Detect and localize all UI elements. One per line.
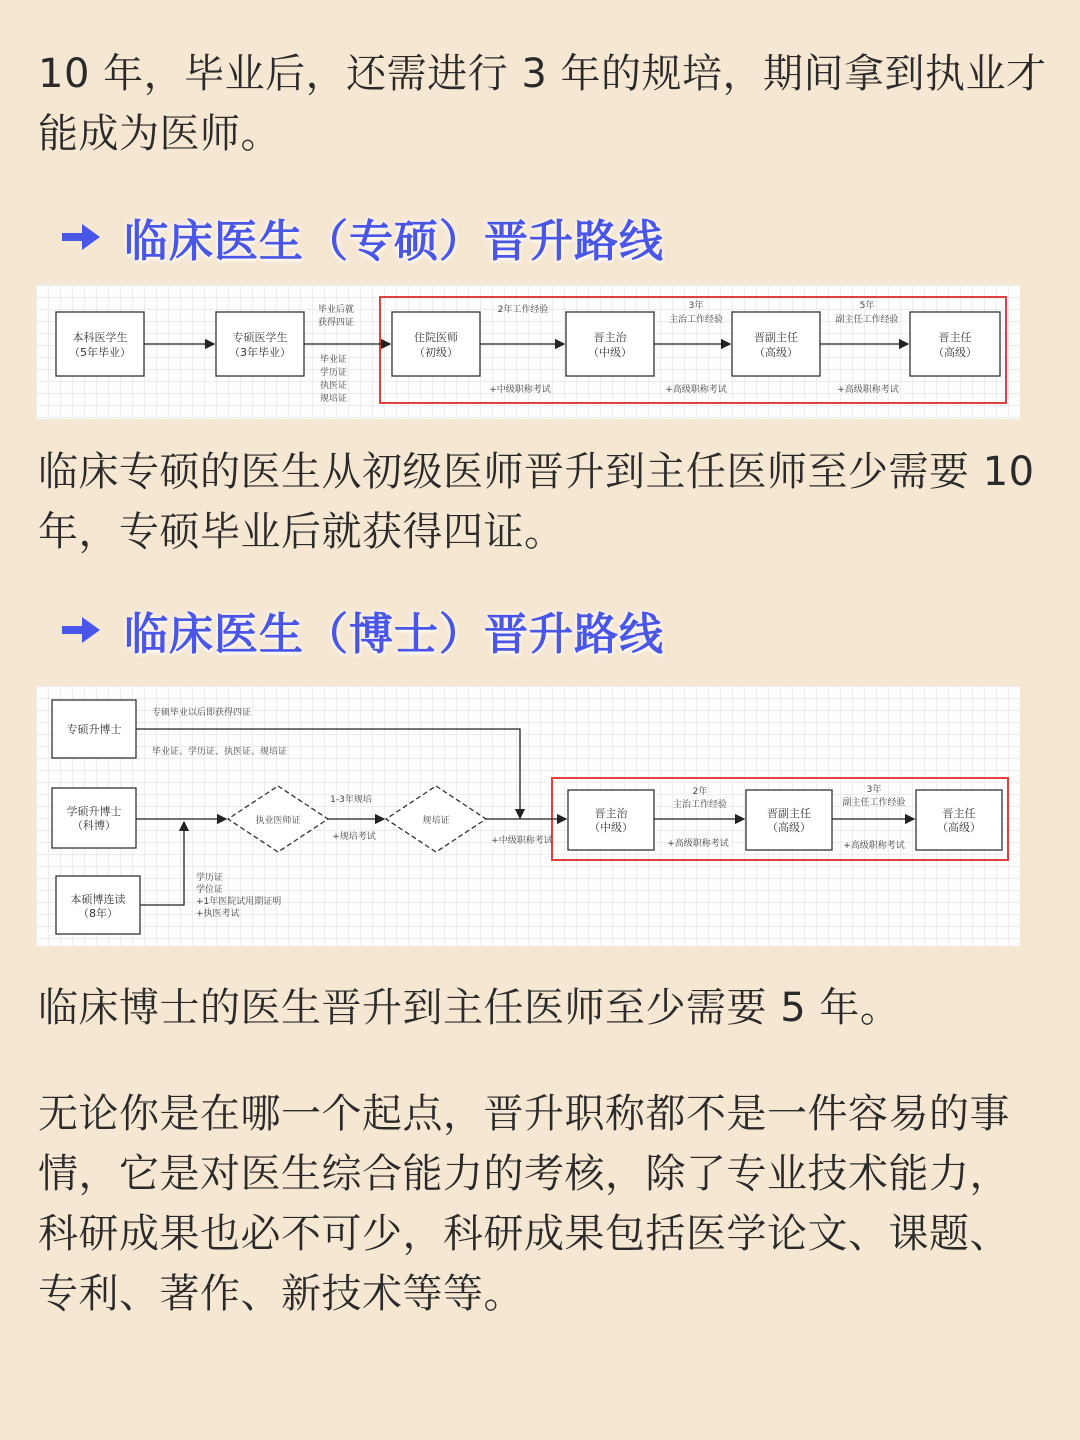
svg-text:学位证: 学位证 bbox=[196, 885, 224, 895]
arrow-integrated bbox=[140, 822, 184, 905]
svg-text:+1年医院试用期证明: +1年医院试用期证明 bbox=[196, 897, 282, 907]
heading-text: 临床医生（博士）晋升路线 bbox=[124, 609, 664, 660]
diamond-residency-cert bbox=[386, 786, 486, 852]
svg-text:学硕升博士: 学硕升博士 bbox=[66, 805, 122, 818]
intro-paragraph: 10 年，毕业后，还需进行 3 年的规培，期间拿到执业才能成为医师。 bbox=[38, 51, 1047, 157]
svg-text:本硕博连读: 本硕博连读 bbox=[70, 893, 126, 906]
svg-text:获得四证: 获得四证 bbox=[318, 318, 355, 328]
svg-text:住院医师: 住院医师 bbox=[414, 331, 458, 344]
box-associate-chief bbox=[732, 312, 820, 376]
box-chief bbox=[910, 312, 1000, 376]
phd-summary-paragraph: 临床博士的医生晋升到主任医师至少需要 5 年。 bbox=[38, 985, 901, 1031]
svg-text:（初级）: （初级） bbox=[414, 346, 458, 359]
master-promotion-flowchart bbox=[36, 285, 1020, 419]
phd-promotion-flowchart bbox=[36, 686, 1020, 946]
svg-text:（科博）: （科博） bbox=[72, 819, 116, 832]
svg-text:5年: 5年 bbox=[859, 301, 875, 311]
box-undergrad bbox=[56, 312, 144, 376]
svg-text:（8年）: （8年） bbox=[78, 907, 118, 920]
svg-text:学历证: 学历证 bbox=[320, 368, 348, 378]
note-exp-2: 副主任工作经验 bbox=[842, 798, 906, 808]
note-cert-list: 毕业证、学历证、执医证、规培证 bbox=[152, 747, 288, 757]
box-integrated-program bbox=[56, 876, 140, 934]
svg-text:执业医师证: 执业医师证 bbox=[255, 816, 301, 826]
svg-text:晋主治: 晋主治 bbox=[594, 807, 628, 820]
master-summary-paragraph: 临床专硕的医生从初级医师晋升到主任医师至少需要 10 年，专硕毕业后就获得四证。 bbox=[38, 449, 1035, 555]
section-heading-master bbox=[60, 202, 664, 272]
svg-text:学历证: 学历证 bbox=[196, 873, 224, 883]
svg-text:（5年毕业）: （5年毕业） bbox=[69, 346, 131, 359]
box-chief bbox=[916, 790, 1002, 850]
svg-text:专硕升博士: 专硕升博士 bbox=[66, 723, 122, 736]
note-mid-exam: +中级职称考试 bbox=[491, 836, 553, 846]
svg-text:规培证: 规培证 bbox=[422, 816, 450, 826]
box-attending bbox=[568, 790, 654, 850]
svg-text:（3年毕业）: （3年毕业） bbox=[229, 346, 291, 359]
box-master-student bbox=[216, 312, 304, 376]
note-exp-1: 2年工作经验 bbox=[497, 305, 549, 315]
box-master-to-phd bbox=[52, 700, 136, 758]
svg-text:本科医学生: 本科医学生 bbox=[72, 331, 128, 344]
svg-text:晋主任: 晋主任 bbox=[942, 807, 976, 820]
svg-text:3年: 3年 bbox=[688, 301, 704, 311]
note-exam-1: +中级职称考试 bbox=[489, 385, 551, 395]
note-exam-1: +高级职称考试 bbox=[667, 839, 729, 849]
svg-text:（高级）: （高级） bbox=[754, 346, 798, 359]
note-residency-years: 1-3年规培 bbox=[330, 795, 372, 805]
conclusion-paragraph: 无论你是在哪一个起点，晋升职称都不是一件容易的事情，它是对医生综合能力的考核，除了专业技术能力，科研成果也必不可少，科研成果包括医学论文、课题、专利、著作、新技术等等。 bbox=[38, 1091, 1010, 1317]
note-exam-2: +高级职称考试 bbox=[665, 385, 727, 395]
heading-text: 临床医生（专硕）晋升路线 bbox=[124, 216, 664, 267]
note-four-certs: 专硕毕业以后即获得四证 bbox=[152, 708, 252, 718]
note-exp-1: 主治工作经验 bbox=[672, 800, 728, 810]
svg-text:晋主治: 晋主治 bbox=[593, 331, 627, 344]
note-four-certs: 毕业后就 bbox=[318, 305, 355, 315]
box-associate-chief bbox=[746, 790, 832, 850]
svg-text:毕业证: 毕业证 bbox=[320, 355, 348, 365]
arrow-right-icon bbox=[60, 615, 104, 645]
section-heading-phd bbox=[60, 595, 664, 665]
svg-text:（高级）: （高级） bbox=[937, 821, 981, 834]
note-exam-2: +高级职称考试 bbox=[843, 841, 905, 851]
svg-text:2年: 2年 bbox=[692, 787, 708, 797]
svg-text:（中级）: （中级） bbox=[588, 346, 632, 359]
svg-text:（高级）: （高级） bbox=[933, 346, 977, 359]
arrow-right-icon bbox=[60, 222, 104, 252]
diamond-license bbox=[228, 786, 328, 852]
svg-text:专硕医学生: 专硕医学生 bbox=[232, 331, 288, 344]
note-exp-2: 主治工作经验 bbox=[668, 315, 724, 325]
svg-text:晋副主任: 晋副主任 bbox=[767, 807, 811, 820]
svg-text:（中级）: （中级） bbox=[589, 821, 633, 834]
svg-text:晋副主任: 晋副主任 bbox=[754, 331, 798, 344]
note-exp-3: 副主任工作经验 bbox=[835, 315, 899, 325]
svg-text:3年: 3年 bbox=[866, 785, 882, 795]
box-academic-to-phd bbox=[52, 788, 136, 848]
svg-text:晋主任: 晋主任 bbox=[938, 331, 972, 344]
svg-text:+执医考试: +执医考试 bbox=[196, 909, 240, 919]
note-residency-exam: +规培考试 bbox=[332, 832, 376, 842]
svg-text:（高级）: （高级） bbox=[767, 821, 811, 834]
box-resident bbox=[392, 312, 480, 376]
svg-text:规培证: 规培证 bbox=[320, 394, 348, 404]
svg-text:执医证: 执医证 bbox=[320, 381, 348, 391]
box-attending bbox=[566, 312, 654, 376]
note-exam-3: +高级职称考试 bbox=[837, 385, 899, 395]
